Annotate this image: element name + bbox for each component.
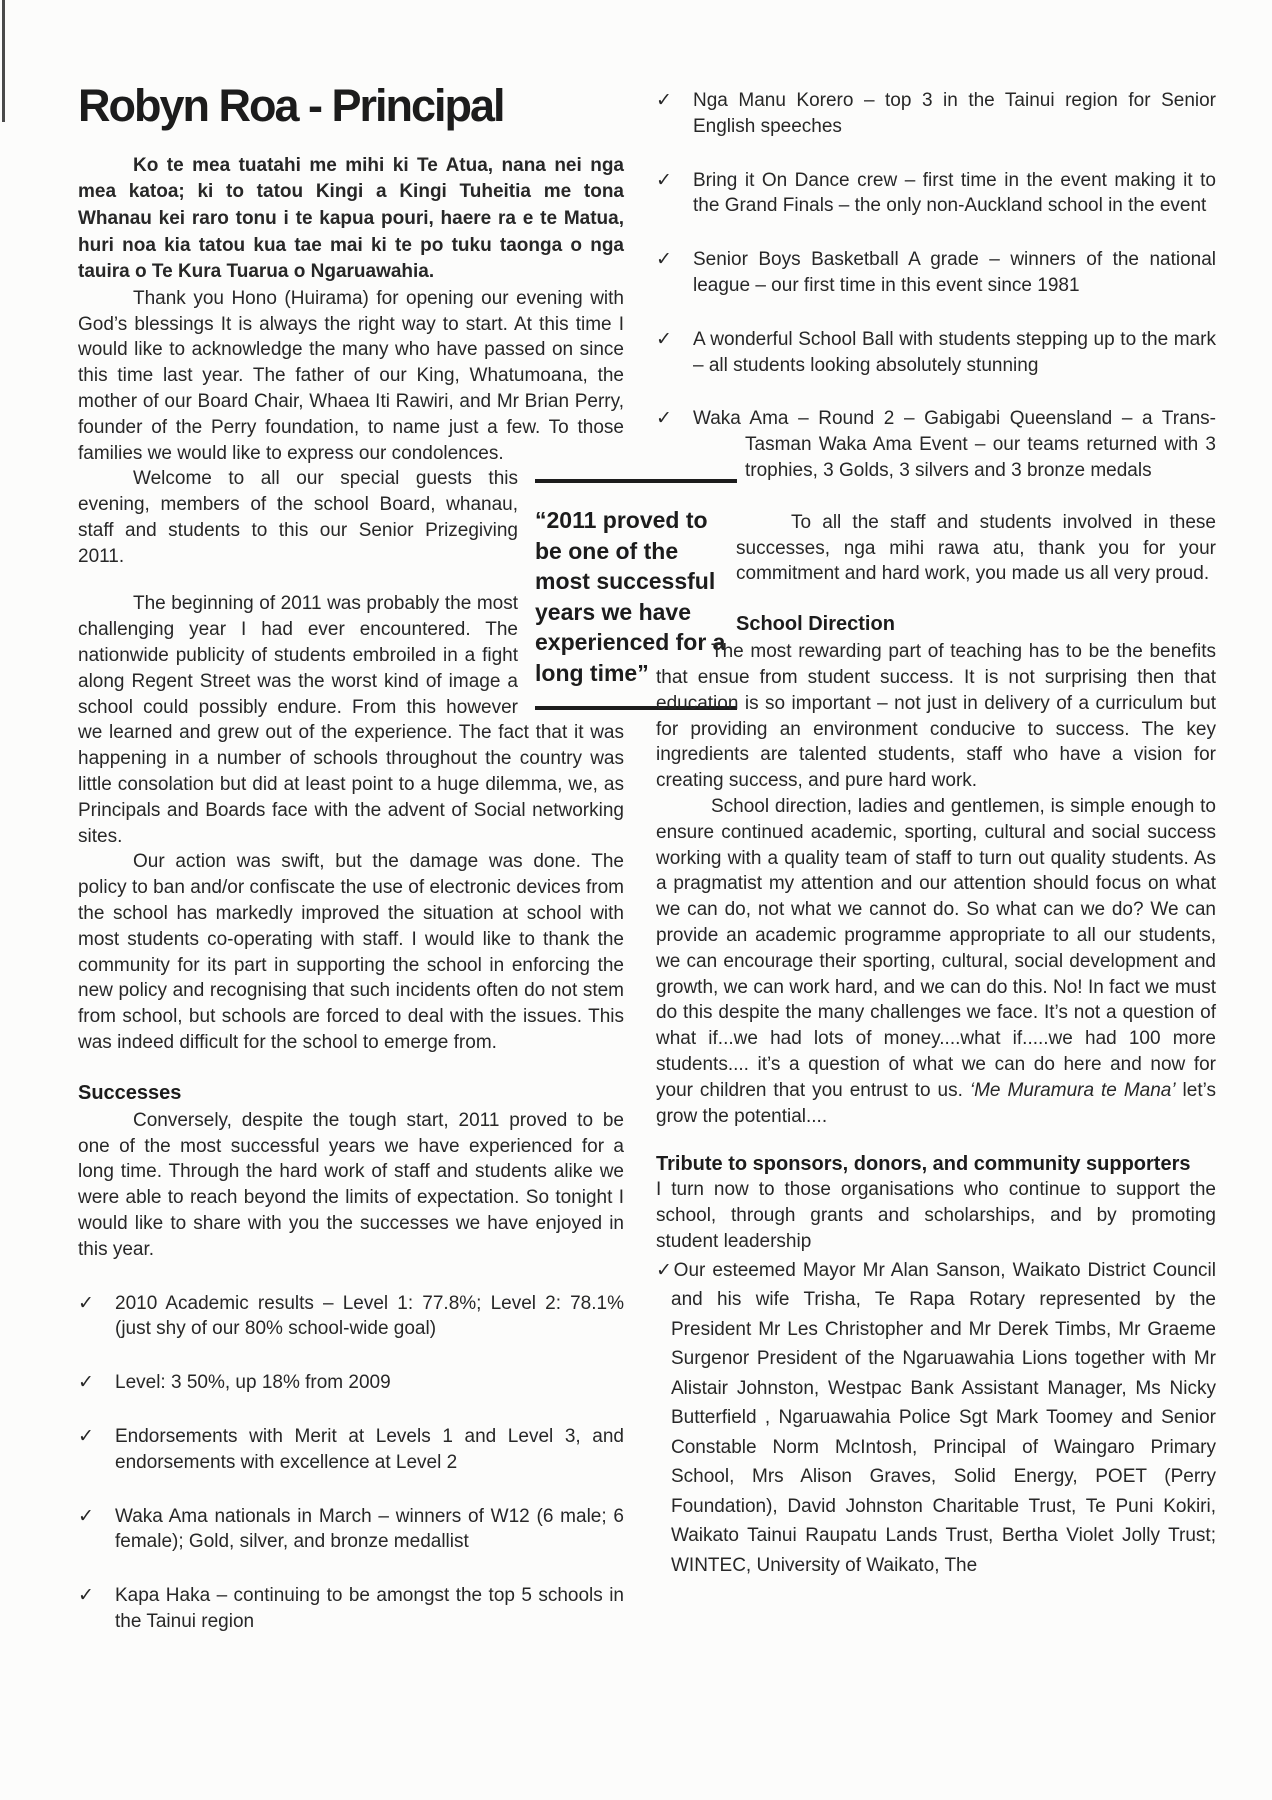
list-item-text: 2010 Academic results – Level 1: 77.8%; Level 2: 78.1% (just shy of our 80% school-wide goal) [115, 1292, 624, 1340]
list-item-text: Waka Ama – Round 2 – Gabigabi Queensland – a Trans-Tasman Waka Ama Event – our teams returned with 3 trophies, 3 Golds, 3 silvers and 3 bronze medals [693, 408, 1216, 481]
right-column [656, 88, 1216, 1580]
list-item [78, 1424, 624, 1476]
check-icon: ✓ [656, 249, 672, 271]
list-item [656, 247, 1216, 299]
list-item-text: Waka Ama nationals in March – winners of W12 (6 male; 6 female); Gold, silver, and bronze medallist [115, 1505, 624, 1553]
list-item [656, 406, 1216, 483]
check-icon: ✓ [656, 408, 672, 430]
paragraph-direction [656, 794, 1216, 1129]
paragraph-action: Our action was swift, but the damage was done. The policy to ban and/or confiscate the use of electronic devices from the school has markedly improved the situation at school with most students co-operating with staff. I would like to thank the community for its part in supporting the school in enforcing the new policy and recognising that such incidents often do not stem from school, but schools are forced to deal with the issues. This was indeed difficult for the school to emerge from. [78, 851, 624, 1054]
list-item-text: Kapa Haka – continuing to be amongst the top 5 schools in the Tainui region [115, 1585, 624, 1632]
check-icon: ✓ [656, 1259, 674, 1281]
school-direction-heading: School Direction [736, 613, 895, 636]
list-item-text: A wonderful School Ball with students stepping up to the mark – all students looking absolutely stunning [693, 328, 1216, 376]
check-icon: ✓ [656, 90, 672, 111]
check-icon: ✓ [656, 328, 672, 350]
left-column [78, 80, 624, 1635]
paragraph-tribute-intro: I turn now to those organisations who continue to support the school, through grants and scholarships, and by promoting student leadership [656, 1179, 1216, 1252]
check-icon: ✓ [78, 1426, 94, 1447]
paragraph-direction-text: School direction, ladies and gentlemen, is simple enough to ensure continued academic, sporting, cultural and social success working with a quality team of staff to turn out quality students. As a pragmatist my attention and our attention should focus on what we can do, not what we cannot do. So what can we do? We can provide an academic programme appropriate to all our students, we can encourage their sporting, cultural, social development and growth, we can work hard, and we can do this. No! In fact we must do this despite the many challenges we face. It’s not a question of what if...we had lots of money....what if.....we had 100 more students.... it’s a question of what we can do here and now for your children that you entrust to us. [656, 795, 1216, 1101]
paragraph-direction-tail: let’s grow the potential.... [656, 1079, 1216, 1127]
paragraph-thanks: Thank you Hono (Huirama) for opening our evening with God’s blessings It is always the right way to start. At this time I would like to acknowledge the many who have passed on since this time last year. The father of our King, Whatumoana, the mother of our Board Chair, Whaea Iti Rawiri, and Mr Brian Perry, founder of the Perry foundation, to name just a few. To those families we would like to express our condolences. [78, 287, 624, 464]
check-icon: ✓ [78, 1585, 94, 1607]
list-item-text: Nga Manu Korero – top 3 in the Tainui region for Senior English speeches [693, 90, 1216, 137]
sponsor-list-text: Our esteemed Mayor Mr Alan Sanson, Waikato District Council and his wife Trisha, Te Rapa Rotary represented by the President Mr Les Christopher and Mr Derek Timbs, Mr Graeme Surgenor President of the Ngaruawahia Lions together with Mr Alistair Johnston, Westpac Bank Assistant Manager, Ms Nicky Butterfield , Ngaruawahia Police Sgt Mark Toomey and Senior Constable Norm McIntosh, Principal of Waingaro Primary School, Mrs Alison Graves, Solid Energy, POET (Perry Foundation), David Johnston Charitable Trust, Te Puni Kokiri, Waikato Tainui Raupatu Lands Trust, Bertha Violet Jolly Trust; WINTEC, University of Waikato, The [671, 1259, 1216, 1576]
list-item [78, 1370, 624, 1396]
check-icon: ✓ [78, 1372, 94, 1394]
motto-phrase: ‘Me Muramura te Mana’ [969, 1079, 1176, 1101]
list-item [656, 327, 1216, 379]
successes-heading: Successes [78, 1081, 182, 1104]
page-title: Robyn Roa - Principal [78, 80, 504, 131]
check-icon: ✓ [656, 169, 672, 191]
scan-artifact-line [2, 0, 5, 122]
paragraph-rewarding: The most rewarding part of teaching has to be the benefits that ensue from student success. It is not surprising then that education is so important – not just in delivery of a curriculum but for providing an environment conducive to success. The key ingredients are talented students, staff who have a vision for creating success, and pure hard work. [656, 641, 1216, 792]
check-icon: ✓ [78, 1505, 94, 1527]
list-item-text: Level: 3 50%, up 18% from 2009 [115, 1372, 391, 1394]
list-item [656, 88, 1216, 140]
sponsor-list-item [656, 1256, 1216, 1581]
list-item [656, 168, 1216, 220]
list-item-text: Bring it On Dance crew – first time in the event making it to the Grand Finals – the only non-Auckland school in the event [693, 169, 1216, 217]
check-icon: ✓ [78, 1292, 94, 1314]
list-item [78, 1504, 624, 1556]
tribute-heading: Tribute to sponsors, donors, and community supporters [656, 1153, 1191, 1176]
paragraph-mihi: Ko te mea tuatahi me mihi ki Te Atua, nana nei nga mea katoa; ki to tatou Kingi a Kingi Tuheitia me tona Whanau kei raro tonu i te kapua pouri, haere ra e te Matua, huri noa kia tatou kua tae mai ki te po tuku taonga o nga tauira o Te Kura Tuarua o Ngaruawahia. [78, 154, 624, 283]
list-item-text: Endorsements with Merit at Levels 1 and Level 3, and endorsements with excellence at Level 2 [115, 1426, 624, 1473]
list-item-text: Senior Boys Basketball A grade – winners of the national league – our first time in this event since 1981 [693, 249, 1216, 296]
list-item [78, 1583, 624, 1635]
pull-quote: “2011 proved to be one of the most successful years we have experienced for a long time” [535, 479, 737, 710]
paragraph-conversely: Conversely, despite the tough start, 2011 proved to be one of the most successful years we have experienced for a long time. Through the hard work of staff and students alike we were able to reach beyond the limits of expectation. So tonight I would like to share with you the successes we have enjoyed in this year. [78, 1109, 624, 1260]
paragraph-welcome: Welcome to all our special guests this evening, members of the school Board, whanau, staff and students to this our Senior Prizegiving 2011. [78, 468, 518, 567]
paragraph-beginning: The beginning of 2011 was probably the most challenging year I had ever encountered. The nationwide publicity of students embroiled in a fight along Regent Street was the worst kind of image a school could possibly endure. From this however we learned and grew out of the experience. The fact that it was happening in a number of schools throughout the country was little consolation but did at least point to a huge dilemma, we, as Principals and Boards face with the advent of Social networking sites. [78, 593, 624, 847]
list-item [78, 1291, 624, 1343]
paragraph-staff-thanks: To all the staff and students involved in these successes, nga mihi rawa atu, thank you for your commitment and hard work, you made us all very proud. [736, 511, 1216, 585]
